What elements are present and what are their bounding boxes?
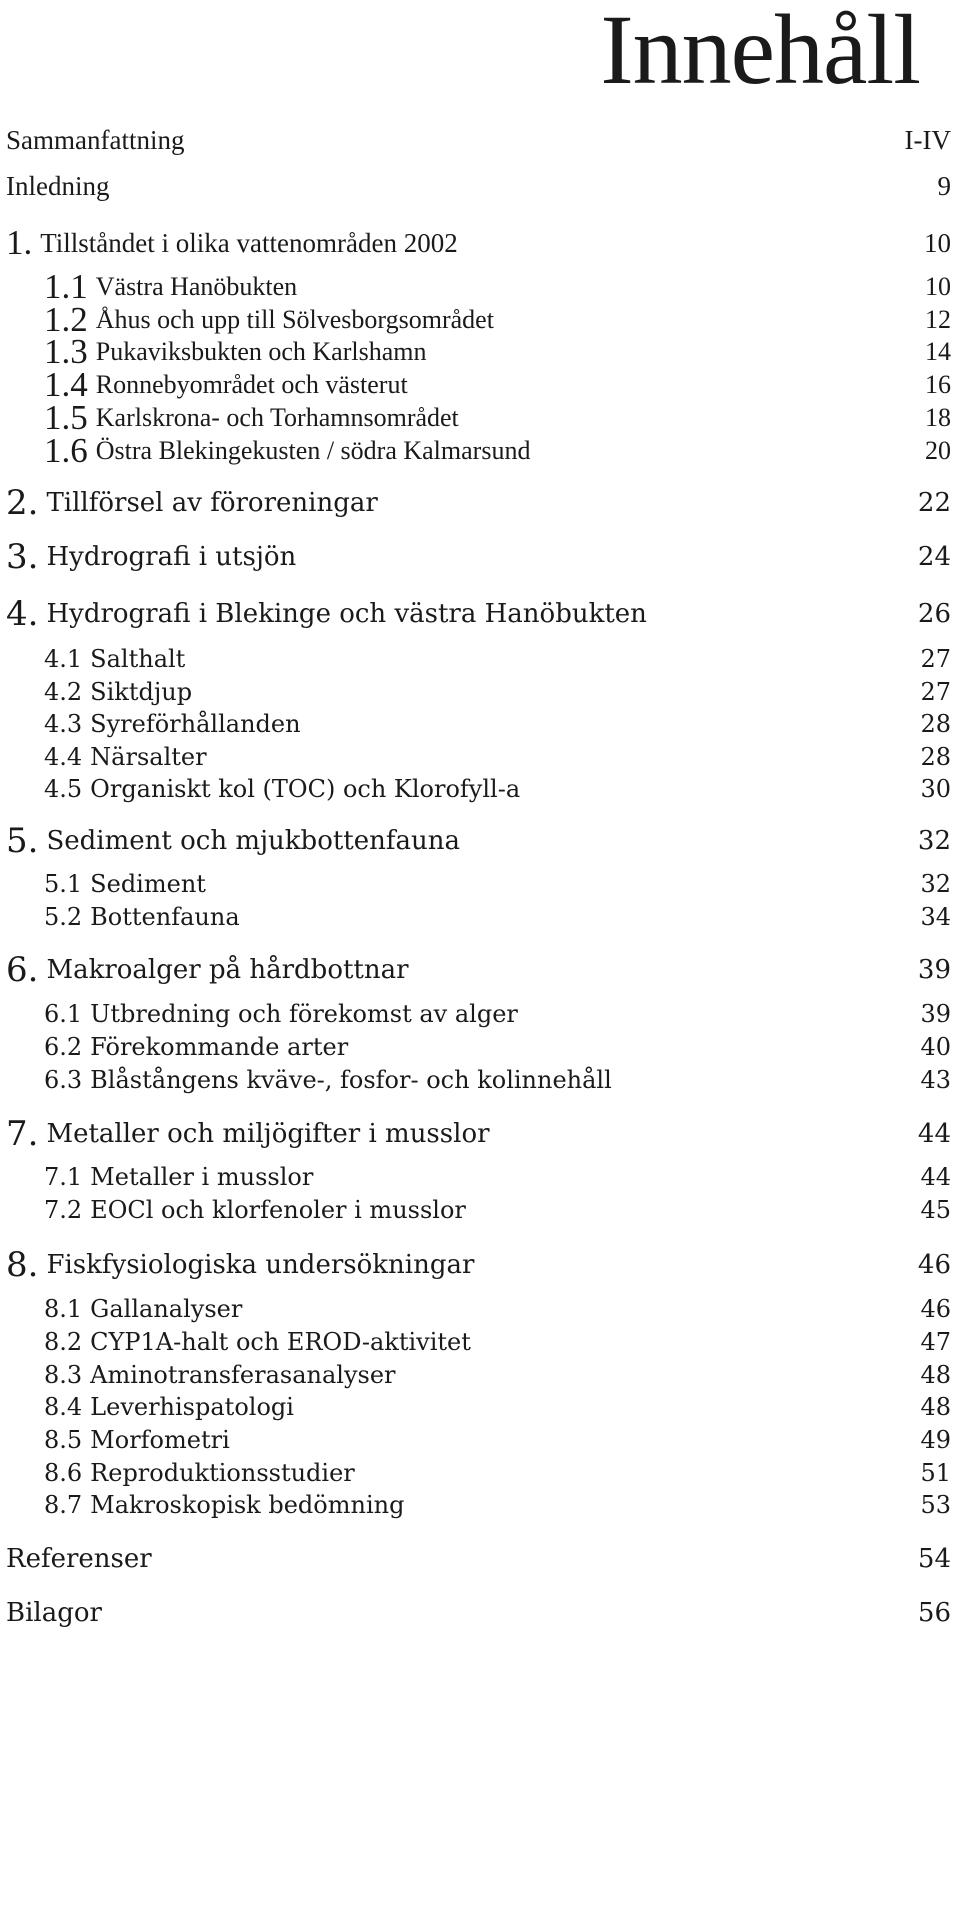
- toc-entry-label: Sediment: [90, 870, 206, 898]
- toc-entry-label: Åhus och upp till Sölvesborgsområdet: [95, 305, 494, 334]
- toc-entry[interactable]: [0, 952, 960, 988]
- toc-entry[interactable]: [0, 1541, 960, 1577]
- toc-entry[interactable]: [0, 539, 960, 575]
- toc-page-number: 28: [920, 710, 951, 738]
- toc-entry-label: Östra Blekingekusten / södra Kalmarsund: [95, 436, 531, 465]
- toc-page-number: 32: [917, 826, 951, 856]
- toc-entry[interactable]: [0, 739, 960, 775]
- toc-page-number: 27: [920, 645, 951, 673]
- toc-entry[interactable]: [0, 1595, 960, 1631]
- section-number: 8.1: [44, 1295, 83, 1323]
- toc-entry-label: Morfometri: [90, 1426, 230, 1454]
- chapter-number: 7.: [6, 1114, 39, 1154]
- toc-entry-label: Pukaviksbukten och Karlshamn: [95, 337, 427, 366]
- chapter-number: 3.: [6, 537, 39, 577]
- toc-entry-label: Ronnebyområdet och västerut: [95, 370, 408, 399]
- toc-entry[interactable]: [0, 866, 960, 902]
- section-number: 7.1: [44, 1163, 83, 1191]
- toc-entry-label: Förekommande arter: [90, 1033, 349, 1061]
- chapter-number: 8.: [6, 1245, 39, 1285]
- toc-entry[interactable]: [0, 302, 960, 338]
- toc-entry-label: Leverhispatologi: [90, 1393, 294, 1421]
- section-number: 5.1: [44, 870, 83, 898]
- toc-entry[interactable]: [0, 674, 960, 710]
- toc-entry-label: Metaller i musslor: [90, 1163, 314, 1191]
- toc-entry[interactable]: [0, 1159, 960, 1195]
- toc-page-number: 12: [925, 305, 951, 334]
- toc-page-number: 20: [925, 436, 951, 465]
- toc-entry[interactable]: [0, 334, 960, 370]
- toc-page-number: 48: [920, 1361, 951, 1389]
- toc-entry[interactable]: [0, 1422, 960, 1458]
- toc-entry[interactable]: [0, 771, 960, 807]
- section-number: 6.2: [44, 1033, 83, 1061]
- section-number: 5.2: [44, 903, 83, 931]
- chapter-number: 5.: [6, 821, 39, 861]
- section-number: 8.5: [44, 1426, 83, 1454]
- toc-page-number: I-IV: [904, 124, 951, 155]
- toc-entry-label: Tillståndet i olika vattenområden 2002: [40, 227, 458, 258]
- toc-page-number: 56: [917, 1598, 951, 1628]
- toc-entry[interactable]: [0, 823, 960, 859]
- section-number: 4.2: [44, 678, 83, 706]
- toc-page-number: 54: [917, 1544, 951, 1574]
- section-number: 1.6: [44, 431, 88, 470]
- toc-page-number: 46: [920, 1295, 951, 1323]
- section-number: 8.7: [44, 1491, 83, 1519]
- toc-entry[interactable]: [0, 269, 960, 305]
- toc-entry-label: Reproduktionsstudier: [90, 1459, 355, 1487]
- chapter-number: 6.: [6, 950, 39, 990]
- section-number: 1.4: [44, 365, 88, 404]
- toc-entry[interactable]: [0, 122, 960, 158]
- toc-page-number: 18: [925, 403, 951, 432]
- toc-page-number: 32: [920, 870, 951, 898]
- toc-entry[interactable]: [0, 367, 960, 403]
- toc-entry-label: Aminotransferasanalyser: [90, 1361, 396, 1389]
- toc-page-number: 39: [917, 955, 951, 985]
- toc-entry-label: Salthalt: [90, 645, 186, 673]
- toc-entry-label: EOCl och klorfenoler i musslor: [90, 1196, 466, 1224]
- section-number: 4.1: [44, 645, 83, 673]
- toc-page-number: 47: [920, 1328, 951, 1356]
- section-number: 1.1: [44, 267, 88, 306]
- toc-page-number: 48: [920, 1393, 951, 1421]
- toc-page-number: 45: [920, 1196, 951, 1224]
- toc-page-number: 40: [920, 1033, 951, 1061]
- toc-entry[interactable]: [0, 1029, 960, 1065]
- toc-page-number: 43: [920, 1066, 951, 1094]
- toc-page-number: 34: [920, 903, 951, 931]
- toc-entry[interactable]: [0, 433, 960, 469]
- toc-entry-label: Gallanalyser: [90, 1295, 243, 1323]
- section-number: 1.3: [44, 332, 88, 371]
- toc-entry-label: Siktdjup: [90, 678, 193, 706]
- toc-entry[interactable]: [0, 899, 960, 935]
- toc-entry[interactable]: [0, 168, 960, 204]
- toc-page-number: 30: [920, 775, 951, 803]
- toc-page-number: 9: [937, 170, 951, 201]
- toc-page-number: 22: [917, 488, 951, 518]
- toc-page-number: 46: [917, 1250, 951, 1280]
- section-number: 6.1: [44, 1000, 83, 1028]
- toc-page-number: 16: [925, 370, 951, 399]
- toc-entry-label: CYP1A-halt och EROD-aktivitet: [90, 1328, 471, 1356]
- toc-entry-label: Närsalter: [90, 743, 207, 771]
- toc-entry-label: Fiskfysiologiska undersökningar: [46, 1250, 475, 1280]
- toc-entry-label: Hydrografi i utsjön: [46, 542, 297, 572]
- toc-entry[interactable]: [0, 1192, 960, 1228]
- section-number: 8.4: [44, 1393, 83, 1421]
- section-number: 4.3: [44, 710, 83, 738]
- toc-entry-label: Tillförsel av föroreningar: [46, 488, 378, 518]
- toc-entry-label: Hydrografi i Blekinge och västra Hanöbukten: [46, 599, 647, 629]
- toc-page-number: 49: [920, 1426, 951, 1454]
- toc-entry[interactable]: [0, 1487, 960, 1523]
- toc-entry-label: Metaller och miljögifter i musslor: [46, 1119, 490, 1149]
- toc-entry[interactable]: [0, 706, 960, 742]
- toc-entry[interactable]: [0, 1455, 960, 1491]
- toc-entry[interactable]: [0, 1291, 960, 1327]
- toc-page-number: 10: [925, 272, 951, 301]
- toc-entry[interactable]: [0, 641, 960, 677]
- toc-entry-label: Syreförhållanden: [90, 710, 301, 738]
- toc-entry-label: Sammanfattning: [6, 124, 185, 155]
- toc-page-number: 53: [920, 1491, 951, 1519]
- toc-entry[interactable]: [0, 400, 960, 436]
- toc-entry[interactable]: [0, 1324, 960, 1360]
- toc-page-number: 44: [920, 1163, 951, 1191]
- toc-entry[interactable]: [0, 996, 960, 1032]
- section-number: 6.3: [44, 1066, 83, 1094]
- toc-page-number: 51: [920, 1459, 951, 1487]
- section-number: 4.5: [44, 775, 83, 803]
- toc-entry-label: Utbredning och förekomst av alger: [90, 1000, 518, 1028]
- page-title: Innehåll: [600, 0, 920, 105]
- section-number: 1.5: [44, 398, 88, 437]
- toc-entry[interactable]: [0, 485, 960, 521]
- toc-page-number: 14: [925, 337, 951, 366]
- toc-entry[interactable]: [0, 1062, 960, 1098]
- toc-page-number: 44: [917, 1119, 951, 1149]
- toc-entry-label: Västra Hanöbukten: [95, 272, 298, 301]
- toc-entry[interactable]: [0, 1247, 960, 1283]
- section-number: 8.2: [44, 1328, 83, 1356]
- toc-entry[interactable]: [0, 1389, 960, 1425]
- toc-entry-label: Inledning: [6, 170, 110, 201]
- toc-entry-label: Organiskt kol (TOC) och Klorofyll-a: [90, 775, 521, 803]
- section-number: 8.6: [44, 1459, 83, 1487]
- toc-entry-label: Blåstångens kväve-, fosfor- och kolinnehåll: [90, 1066, 612, 1094]
- toc-entry[interactable]: [0, 225, 960, 261]
- toc-entry-label: Referenser: [6, 1544, 152, 1574]
- toc-page-number: 10: [924, 227, 951, 258]
- toc-entry-label: Bilagor: [6, 1598, 102, 1628]
- toc-entry-label: Bottenfauna: [90, 903, 240, 931]
- section-number: 4.4: [44, 743, 83, 771]
- toc-entry[interactable]: [0, 596, 960, 632]
- toc-entry-label: Karlskrona- och Torhamnsområdet: [95, 403, 459, 432]
- section-number: 7.2: [44, 1196, 83, 1224]
- toc-page-number: 26: [917, 599, 951, 629]
- toc-page-number: 27: [920, 678, 951, 706]
- toc-page-number: 28: [920, 743, 951, 771]
- toc-entry[interactable]: [0, 1357, 960, 1393]
- section-number: 8.3: [44, 1361, 83, 1389]
- chapter-number: 2.: [6, 483, 39, 523]
- toc-entry-label: Sediment och mjukbottenfauna: [46, 826, 460, 856]
- toc-entry-label: Makroskopisk bedömning: [90, 1491, 405, 1519]
- toc-page-number: 39: [920, 1000, 951, 1028]
- toc-entry[interactable]: [0, 1116, 960, 1152]
- toc-entry-label: Makroalger på hårdbottnar: [46, 955, 409, 985]
- chapter-number: 1.: [6, 223, 33, 262]
- chapter-number: 4.: [6, 594, 39, 634]
- toc-page-number: 24: [917, 542, 951, 572]
- section-number: 1.2: [44, 300, 88, 339]
